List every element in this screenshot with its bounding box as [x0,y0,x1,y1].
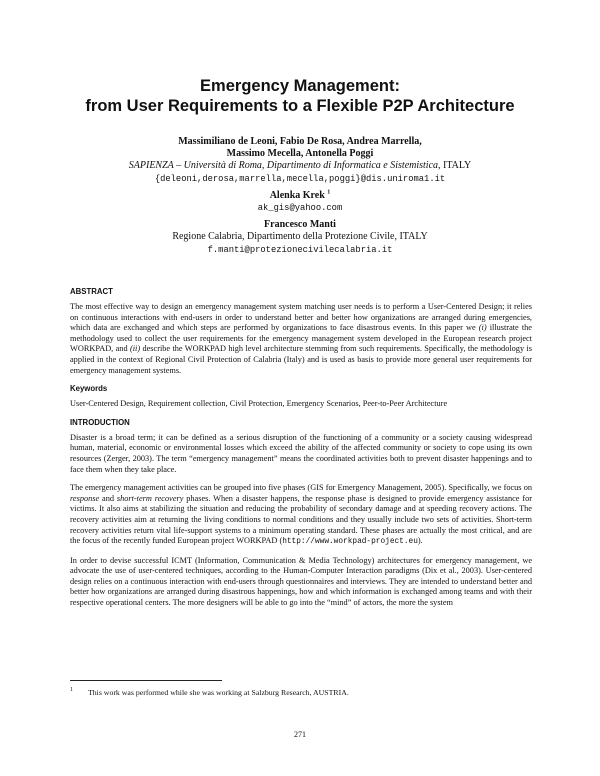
paper-body [70,287,532,617]
keywords-text: User-Centered Design, Requirement collection, Civil Protection, Emergency Scenarios, Peer-to-Peer Architecture [70,399,448,409]
intro-p2-part-d: ). [417,536,423,546]
abstract-text [70,302,532,376]
paper-title [60,76,540,116]
introduction-heading: INTRODUCTION [70,417,130,427]
introduction-paragraph-3: In order to devise successful ICMT (Information, Communication & Media Technology) architectures for emergency management, we advocate the use of user-centered techniques, according to the Human-Computer Interaction paradigms (Dix et al., 2003). User-centered design relies on a continuous interaction with end-users through questionnaires and interviews. They are intended to understand better and better how organizations are arranged during disastrous happenings, how and which information is exchanged among teams and with their respective operational centers. The more designers will be able to go into the “mind” of actors, the more the system [70,555,532,608]
intro-p2-part-b: and [99,493,117,503]
footnote-text: This work was performed while she was working at Salzburg Research, AUSTRIA. [88,688,349,697]
abstract-text-part-c: describe the WORKPAD high level architecture stemming from such requirements. Specifically, the methodology is applied in the context of Regional Civil Protection of Calabria (Italy) and is used as basis to provide more general user requirements for emergency management systems. [70,344,532,375]
author-krek [60,190,540,202]
page-number: 271 [294,730,306,739]
intro-p2-recovery: short-term recovery [116,493,184,503]
author-block [60,136,540,256]
title-line-2: from User Requirements to a Flexible P2P Architecture [85,97,515,115]
email-krek: ak_gis@yahoo.com [257,203,343,214]
introduction-paragraph-1: Disaster is a broad term; it can be defined as a serious disruption of the functioning of a community or a society causing widespread human, material, economic or environmental losses which exceed the ability of the affected community or society to cope using its own resources (Zerger, 2003). The term “emergency management” means the coordinated activities both to prevent disaster happenings and to face them when they take place. [70,432,532,474]
introduction-paragraph-2 [70,483,532,548]
author-names-line-1: Massimiliano de Leoni, Fabio De Rosa, Andrea Marrella, [178,136,422,147]
intro-p2-part-a: The emergency management activities can be grouped into five phases (GIS for Emergency Management, 2005). Specifically, we focus on [70,483,532,493]
author-names-line-2: Massimo Mecella, Antonella Poggi [226,148,374,160]
abstract-heading: ABSTRACT [70,287,113,296]
affiliation-sapienza-name: SAPIENZA – Università di Roma, Dipartimento di Informatica e Sistemistica [128,160,439,172]
abstract-text-part-a: The most effective way to design an emergency management system matching user needs is to perform a User-Centered Design; it relies on continuous interactions with end-users in order to understand better and better how organizations are arranged during emergencies, which data are exchanged and which steps are performed by organizations to face disastrous events. In this paper we [70,302,532,333]
intro-p2-response: response [70,493,100,503]
workpad-url[interactable]: http://www.workpad-project.eu [282,538,418,547]
email-manti: f.manti@protezionecivilecalabria.it [207,244,393,255]
author-krek-name: Alenka Krek [269,189,325,201]
affiliation-sapienza [60,160,540,172]
footnote: $^1$ This work was performed while she was working at Salzburg Research, AUSTRIA. [70,687,349,697]
email-sapienza: {deleoni,derosa,marrella,mecella,poggi}@dis.uniroma1.it [154,173,446,184]
keywords-heading: Keywords [70,384,108,394]
author-krek-footnote-mark: 1 [327,189,331,196]
abstract-text-part-b: illustrate the methodology used to collect the user requirements for the emergency management system developed in the European research project WORKPAD, and [70,323,532,354]
affiliation-calabria: Regione Calabria, Dipartimento della Protezione Civile, ITALY [172,231,428,243]
footnote-divider [70,680,222,681]
abstract-marker-i: (i) [478,323,487,333]
abstract-marker-ii: (ii) [129,344,141,354]
intro-p2-part-c: phases. When a disaster happens, the response phase is designed to provide emergency assistance for victims. It also aims at stabilizing the situation and reducing the probability of secondary damage and at speeding recovery actions. The recovery activities aim at returning the living conditions to normal conditions and they usually include two sets of activities. Short-term recovery activities return vital life-support systems to a minimum operating standard. These phases are actually the most critical, and are the focus of the recently funded European project WORKPAD ( [70,493,532,546]
title-line-1: Emergency Management: [200,77,400,95]
affiliation-sapienza-country: , ITALY [438,160,472,172]
author-manti: Francesco Manti [264,219,336,231]
